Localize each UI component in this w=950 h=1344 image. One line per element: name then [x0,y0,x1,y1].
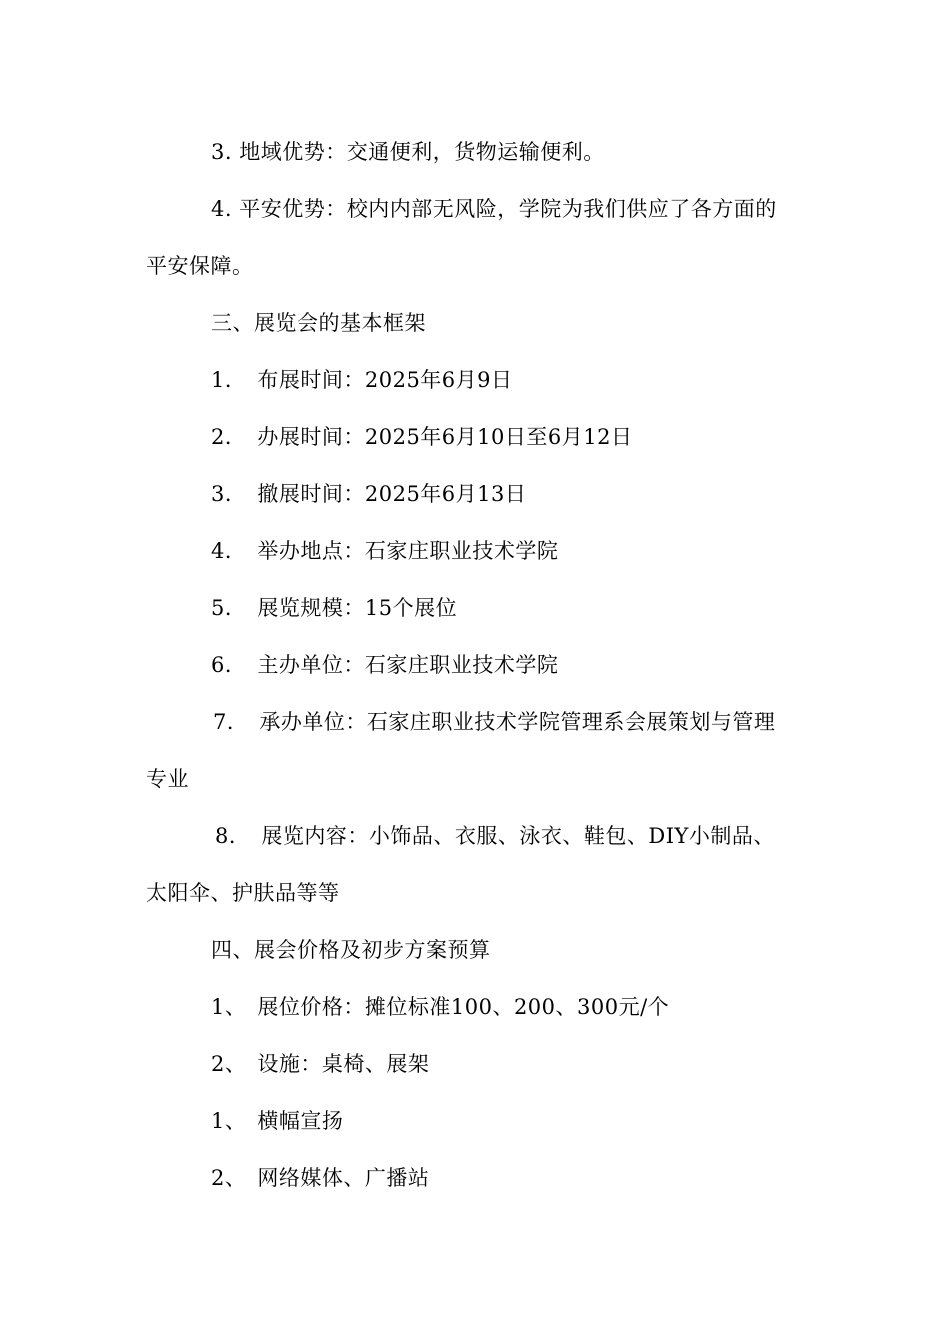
list-item-teardown-time: 3． 撤展时间：2025年6月13日 [211,482,527,506]
text-line-1: 3. 地域优势：交通便利，货物运输便利。 [211,140,605,164]
list-item-exhibition-time: 2． 办展时间：2025年6月10日至6月12日 [211,425,633,449]
list-item-organizer-cont: 专业 [146,767,189,791]
text-line-3: 平安保障。 [146,254,254,278]
list-item-setup-time: 1． 布展时间：2025年6月9日 [211,368,513,392]
list-item-organizer: 7． 承办单位：石家庄职业技术学院管理系会展策划与管理 [213,710,776,734]
list-item-banner: 1、 横幅宣扬 [211,1109,344,1133]
list-item-scale: 5． 展览规模：15个展位 [211,596,458,620]
list-item-media: 2、 网络媒体、广播站 [211,1166,430,1190]
text-line-2: 4. 平安优势：校内内部无风险，学院为我们供应了各方面的 [211,197,777,221]
list-item-host: 6． 主办单位：石家庄职业技术学院 [211,653,559,677]
list-item-booth-price: 1、 展位价格：摊位标准100、200、300元/个 [211,995,670,1019]
list-item-facilities: 2、 设施：桌椅、展架 [211,1052,430,1076]
list-item-content-cont: 太阳伞、护肤品等等 [146,881,340,905]
section-heading-4: 四、展会价格及初步方案预算 [211,938,491,962]
list-item-venue: 4． 举办地点：石家庄职业技术学院 [211,539,559,563]
section-heading-3: 三、展览会的基本框架 [211,311,426,335]
list-item-content: 8． 展览内容：小饰品、衣服、泳衣、鞋包、DIY小制品、 [215,824,775,848]
